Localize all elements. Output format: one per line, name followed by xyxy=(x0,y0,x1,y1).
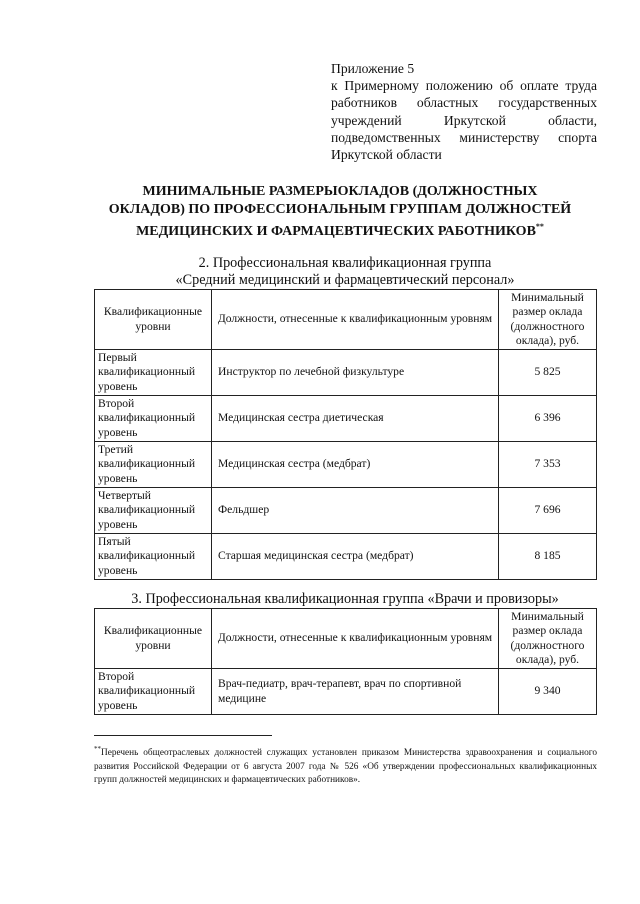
level-cell: Третий квалификационный уровень xyxy=(95,442,212,488)
title-line: МИНИМАЛЬНЫЕ РАЗМЕРЫОКЛАДОВ (ДОЛЖНОСТНЫХ xyxy=(142,184,538,199)
salary-cell: 5 825 xyxy=(499,350,597,396)
salary-cell: 7 353 xyxy=(499,442,597,488)
group2-heading-line2: «Средний медицинский и фармацевтический персонал» xyxy=(175,271,515,288)
position-cell: Медицинская сестра (медбрат) xyxy=(212,442,499,488)
header-levels: Квалификационные уровни xyxy=(95,290,212,350)
header-levels: Квалификационные уровни xyxy=(95,609,212,669)
group3-heading xyxy=(90,591,600,608)
level-cell: Пятый квалификационный уровень xyxy=(95,534,212,580)
group2-heading xyxy=(90,255,600,288)
table-row xyxy=(95,669,597,715)
footnote-divider xyxy=(94,735,272,736)
salary-cell: 7 696 xyxy=(499,488,597,534)
document-title xyxy=(80,183,600,241)
table-row xyxy=(95,534,597,580)
level-cell: Второй квалификационный уровень xyxy=(95,669,212,715)
appendix-line: учреждений Иркутской области, xyxy=(331,112,597,128)
level-cell: Четвертый квалификационный уровень xyxy=(95,488,212,534)
level-cell: Второй квалификационный уровень xyxy=(95,396,212,442)
position-cell: Фельдшер xyxy=(212,488,499,534)
appendix-line: Иркутской области xyxy=(331,147,442,163)
appendix-number: Приложение 5 xyxy=(331,61,415,76)
group3-heading-line: 3. Профессиональная квалификационная группа «Врачи и провизоры» xyxy=(131,591,559,607)
salary-cell: 6 396 xyxy=(499,396,597,442)
table-row xyxy=(95,442,597,488)
position-cell: Врач-педиатр, врач-терапевт, врач по спортивной медицине xyxy=(212,669,499,715)
table-header-row xyxy=(95,290,597,350)
salary-cell: 9 340 xyxy=(499,669,597,715)
salary-cell: 8 185 xyxy=(499,534,597,580)
appendix-line: к Примерному положению об оплате труда xyxy=(331,78,597,94)
position-cell: Медицинская сестра диетическая xyxy=(212,396,499,442)
group3-table xyxy=(94,608,597,715)
footnote xyxy=(94,743,597,788)
header-salary: Минимальный размер оклада (должностного оклада), руб. xyxy=(499,609,597,669)
appendix-header xyxy=(331,60,597,163)
footnote-mark: ** xyxy=(94,745,101,753)
appendix-line: подведомственных министерству спорта xyxy=(331,129,597,145)
footnote-mark: ** xyxy=(535,222,544,231)
level-cell: Первый квалификационный уровень xyxy=(95,350,212,396)
header-positions: Должности, отнесенные к квалификационным уровням xyxy=(212,290,499,350)
title-line-with-mark xyxy=(80,218,600,241)
table-row xyxy=(95,396,597,442)
table-row xyxy=(95,488,597,534)
appendix-line: работников областных государственных xyxy=(331,95,597,111)
title-line: ОКЛАДОВ) ПО ПРОФЕССИОНАЛЬНЫМ ГРУППАМ ДОЛЖНОСТЕЙ xyxy=(108,201,572,217)
header-salary: Минимальный размер оклада (должностного оклада), руб. xyxy=(499,290,597,350)
title-line: МЕДИЦИНСКИХ И ФАРМАЦЕВТИЧЕСКИХ РАБОТНИКОВ xyxy=(136,224,536,239)
footnote-text: Перечень общеотраслевых должностей служащих установлен приказом Министерства здравоохранения и социального развития Российской Федерации от 6 августа 2007 года № 526 «Об утверждении профессиональных квалификационных групп должностей медицинских и фармацевтических работников». xyxy=(94,748,597,786)
header-positions: Должности, отнесенные к квалификационным уровням xyxy=(212,609,499,669)
position-cell: Старшая медицинская сестра (медбрат) xyxy=(212,534,499,580)
table-header-row xyxy=(95,609,597,669)
position-cell: Инструктор по лечебной физкультуре xyxy=(212,350,499,396)
table-row xyxy=(95,350,597,396)
group2-table xyxy=(94,289,597,580)
group2-heading-line1: 2. Профессиональная квалификационная группа xyxy=(198,255,492,271)
